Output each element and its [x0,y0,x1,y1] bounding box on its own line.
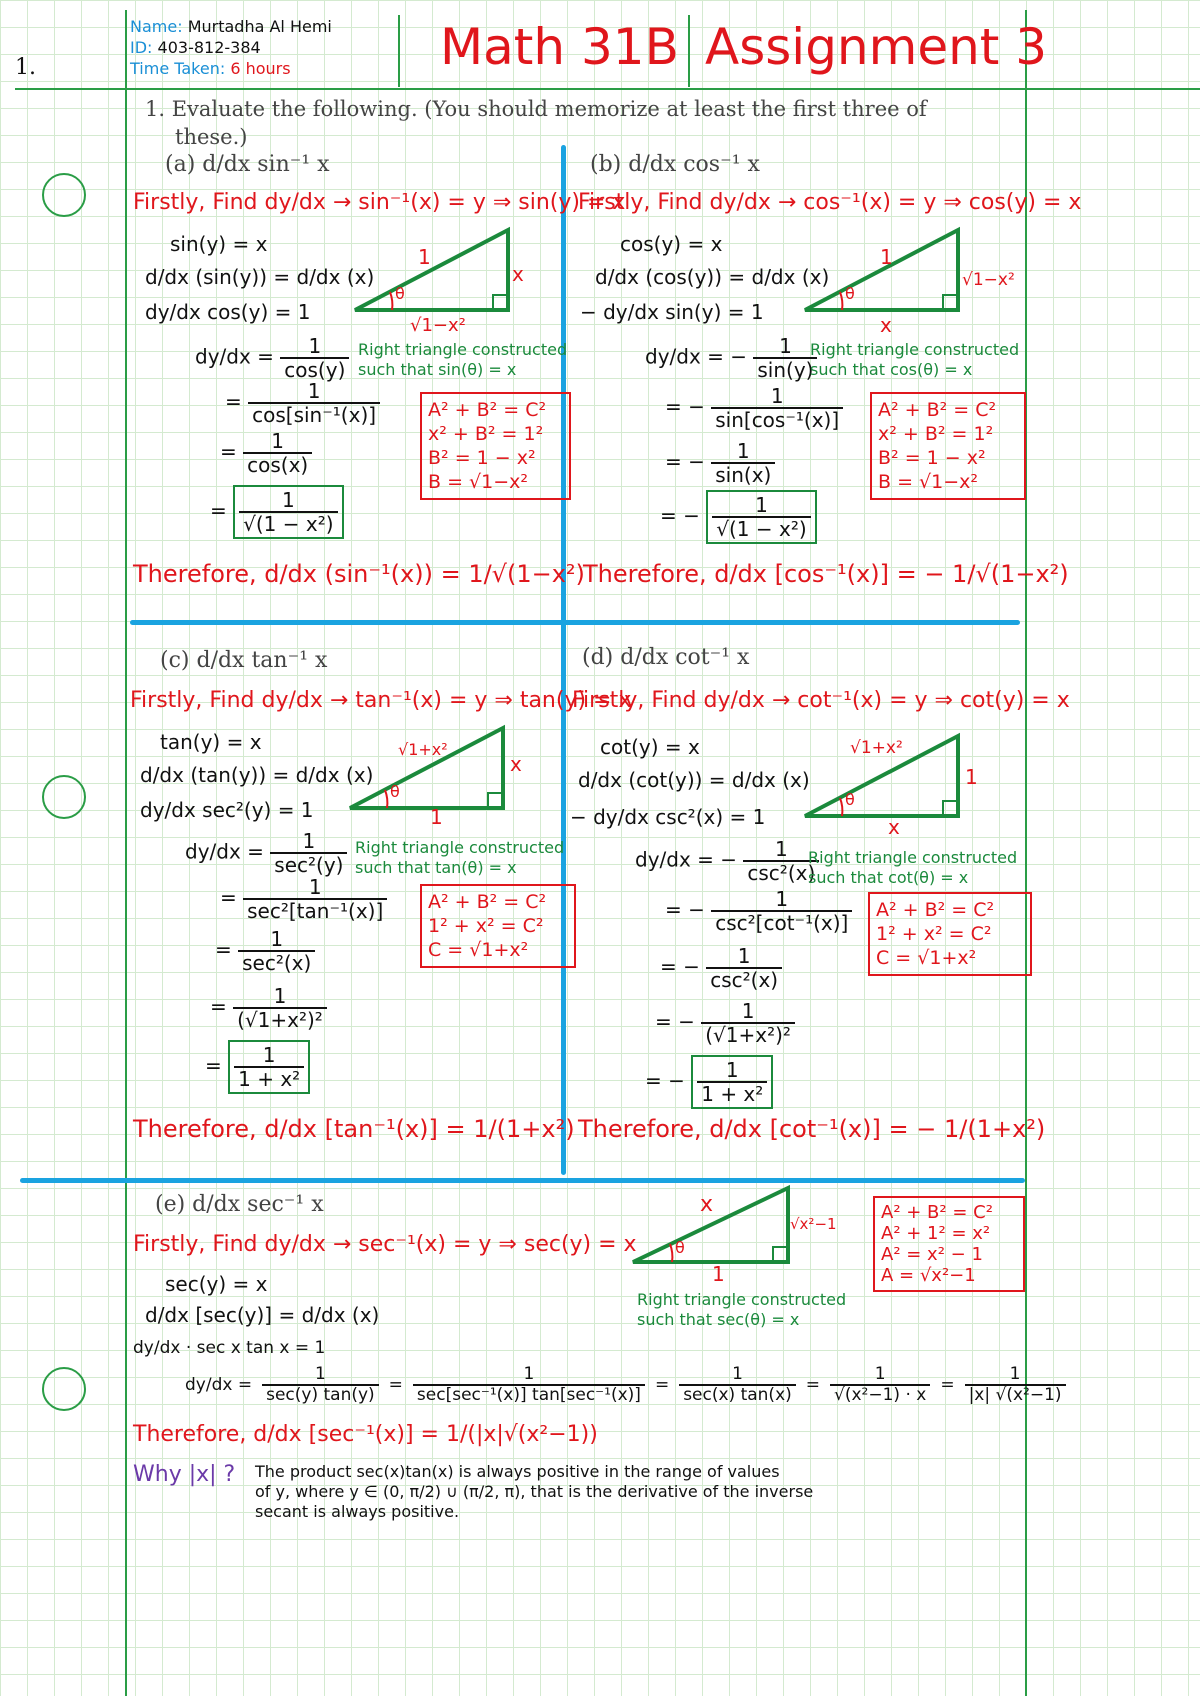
part-d-frac-5: = − $\frac{1}{\text{1 + x²}}$ [645,1055,773,1109]
margin-line-left [125,10,127,1696]
part-c-frac-2: = $\frac{1}{\text{sec²[tan⁻¹(x)]}}$ [220,876,387,922]
part-c-frac-3: = $\frac{1}{\text{sec²(x)}}$ [215,928,315,974]
part-b-tri-adj: x [880,313,892,337]
name-label: Name: [130,17,183,36]
question-prompt [145,95,927,151]
question-line-2: these.) [175,125,248,149]
part-d-frac-2: = − $\frac{1}{\text{csc²[cot⁻¹(x)]}}$ [665,888,852,934]
part-b-frac-1: dy/dx = − $\frac{1}{\sin(y)}$ [645,335,817,381]
part-a-step-3: dy/dx cos(y) = 1 [145,300,311,324]
margin-line-right [1025,10,1027,1696]
part-c-frac-5: = $\frac{1}{\text{1 + x²}}$ [205,1040,310,1094]
header-rule [15,88,1200,90]
part-c-tri-angle: θ [390,782,400,801]
part-e-step-1: sec(y) = x [165,1272,268,1296]
part-c-pythagoras-box: A² + B² = C² 1² + x² = C² C = √1+x² [420,884,576,968]
part-d-therefore: Therefore, d/dx [cot⁻¹(x)] = − 1/(1+x²) [578,1115,1046,1143]
part-a-therefore: Therefore, d/dx (sin⁻¹(x)) = 1/√(1−x²) [133,560,585,588]
part-c-tri-adj: 1 [430,805,443,829]
part-d-frac-1: dy/dx = − $\frac{1}{\text{csc²(x)}}$ [635,838,819,884]
course-title: Math 31B [440,18,679,76]
header-divider-2 [688,15,690,87]
part-e-step-3: dy/dx · sec x tan x = 1 [133,1338,326,1358]
part-c-step-1: tan(y) = x [160,730,262,754]
part-d-pythagoras-box: A² + B² = C² 1² + x² = C² C = √1+x² [868,892,1032,976]
part-d-tri-adj: x [888,815,900,839]
assignment-title: Assignment 3 [705,18,1048,76]
part-e-chain: dy/dx = $\frac{1}{\sec(y) \tan(y)}$ = $\frac{1}{\text{sec[sec⁻¹(x)] tan[sec⁻¹(x)]}}$ = $\frac{1}{\sec(x) \tan(x)}$ = $\frac{1}{\text{√(x²−1) · x}}$ = $\frac{1}{\text{|x| √(x²−1)}}$ [185,1365,1066,1404]
divider-vertical [561,145,566,1175]
part-a-tri-opp: x [512,262,524,286]
part-a-triangle [350,222,530,322]
time-value: 6 hours [230,59,291,78]
part-e-tri-hyp: x [700,1192,714,1217]
part-b-tri-hyp: 1 [880,245,893,269]
part-e-tri-note: Right triangle constructed such that sec(θ) = x [637,1290,847,1329]
binder-hole-1 [42,173,86,217]
page-number: 1. [15,55,36,80]
part-c-frac-1: dy/dx = $\frac{1}{\text{sec²(y)}}$ [185,830,347,876]
part-c-therefore: Therefore, d/dx [tan⁻¹(x)] = 1/(1+x²) [133,1115,575,1143]
part-d-tri-hyp: √1+x² [850,738,903,758]
part-b-frac-2: = − $\frac{1}{\text{sin[cos⁻¹(x)]}}$ [665,385,843,431]
part-b-step-1: cos(y) = x [620,232,723,256]
part-c-tri-note: Right triangle constructed such that tan(θ) = x [355,838,565,877]
part-a-frac-4: = $\frac{1}{\text{√(1 − x²)}}$ [210,485,344,539]
part-b-label: (b) d/dx cos⁻¹ x [590,152,760,177]
part-a-pythagoras-box: A² + B² = C² x² + B² = 1² B² = 1 − x² B = √1−x² [420,392,571,500]
part-e-why-text: The product sec(x)tan(x) is always positive in the range of values of y, where y ∈ (0, π/2) ∪ (π/2, π), that is the derivative of the inverse secant is always positive. [255,1462,814,1521]
part-b-frac-4: = − $\frac{1}{\text{√(1 − x²)}}$ [660,490,817,544]
part-e-tri-adj: 1 [712,1262,725,1286]
part-d-first-line: Firstly, Find dy/dx → cot⁻¹(x) = y ⇒ cot(y) = x [572,688,1070,713]
part-d-tri-angle: θ [845,790,855,809]
time-label: Time Taken: [130,59,226,78]
part-d-step-3: − dy/dx csc²(x) = 1 [570,805,766,829]
part-a-step-1: sin(y) = x [170,232,268,256]
part-e-tri-opp: √x²−1 [790,1215,837,1233]
divider-cd-e [20,1178,1025,1183]
part-c-step-2: d/dx (tan(y)) = d/dx (x) [140,763,374,787]
part-d-label: (d) d/dx cot⁻¹ x [582,645,750,670]
id-label: ID: [130,38,153,57]
part-e-step-2: d/dx [sec(y)] = d/dx (x) [145,1303,380,1327]
part-d-tri-opp: 1 [965,765,978,789]
part-d-tri-note: Right triangle constructed such that cot(θ) = x [808,848,1018,887]
part-b-triangle [800,222,980,322]
divider-ab-cd [130,620,1020,625]
binder-hole-2 [42,775,86,819]
part-b-tri-opp: √1−x² [962,270,1015,290]
part-e-why-label: Why |x| ? [133,1462,236,1487]
part-a-tri-note: Right triangle constructed such that sin(θ) = x [358,340,568,379]
part-b-tri-angle: θ [845,284,855,303]
part-d-frac-3: = − $\frac{1}{\text{csc²(x)}}$ [660,945,782,991]
part-b-tri-note: Right triangle constructed such that cos(θ) = x [810,340,1020,379]
part-d-step-2: d/dx (cot(y)) = d/dx (x) [578,768,810,792]
part-b-step-2: d/dx (cos(y)) = d/dx (x) [595,265,830,289]
header-divider-1 [398,15,400,87]
id-value: 403-812-384 [157,38,261,57]
student-info [130,16,332,79]
part-c-label: (c) d/dx tan⁻¹ x [160,648,328,673]
part-c-frac-4: = $\frac{1}{\text{(√1+x²)²}}$ [210,985,327,1031]
part-a-tri-hyp: 1 [418,245,431,269]
part-a-first-line: Firstly, Find dy/dx → sin⁻¹(x) = y ⇒ sin(y) = x [133,190,626,215]
part-a-frac-1: dy/dx = $\frac{1}{\cos(y)}$ [195,335,349,381]
part-a-step-2: d/dx (sin(y)) = d/dx (x) [145,265,375,289]
question-line-1: 1. Evaluate the following. (You should memorize at least the first three of [145,97,927,121]
name-value: Murtadha Al Hemi [187,17,332,36]
part-b-frac-3: = − $\frac{1}{\sin(x)}$ [665,440,775,486]
part-b-therefore: Therefore, d/dx [cos⁻¹(x)] = − 1/√(1−x²) [583,560,1069,588]
part-e-therefore: Therefore, d/dx [sec⁻¹(x)] = 1/(|x|√(x²−1)) [133,1422,598,1447]
binder-hole-3 [42,1367,86,1411]
part-e-label: (e) d/dx sec⁻¹ x [155,1192,324,1217]
part-a-tri-angle: θ [395,284,405,303]
part-b-pythagoras-box: A² + B² = C² x² + B² = 1² B² = 1 − x² B = √1−x² [870,392,1026,500]
part-c-first-line: Firstly, Find dy/dx → tan⁻¹(x) = y ⇒ tan(y) = x [130,688,632,713]
part-a-tri-adj: √1−x² [410,315,466,336]
part-a-label: (a) d/dx sin⁻¹ x [165,152,330,177]
part-e-tri-angle: θ [675,1238,685,1257]
part-d-frac-4: = − $\frac{1}{\text{(√1+x²)²}}$ [655,1000,795,1046]
part-a-frac-2: = $\frac{1}{\text{cos[sin⁻¹(x)]}}$ [225,380,380,426]
part-c-tri-hyp: √1+x² [398,740,448,759]
part-e-pythagoras-box: A² + B² = C² A² + 1² = x² A² = x² − 1 A = √x²−1 [873,1196,1025,1292]
part-e-first-line: Firstly, Find dy/dx → sec⁻¹(x) = y ⇒ sec(y) = x [133,1232,637,1257]
part-a-frac-3: = $\frac{1}{\cos(x)}$ [220,430,312,476]
part-c-tri-opp: x [510,752,522,776]
part-d-step-1: cot(y) = x [600,735,700,759]
part-b-first-line: Firstly, Find dy/dx → cos⁻¹(x) = y ⇒ cos(y) = x [578,190,1082,215]
part-c-step-3: dy/dx sec²(y) = 1 [140,798,314,822]
part-b-step-3: − dy/dx sin(y) = 1 [580,300,764,324]
